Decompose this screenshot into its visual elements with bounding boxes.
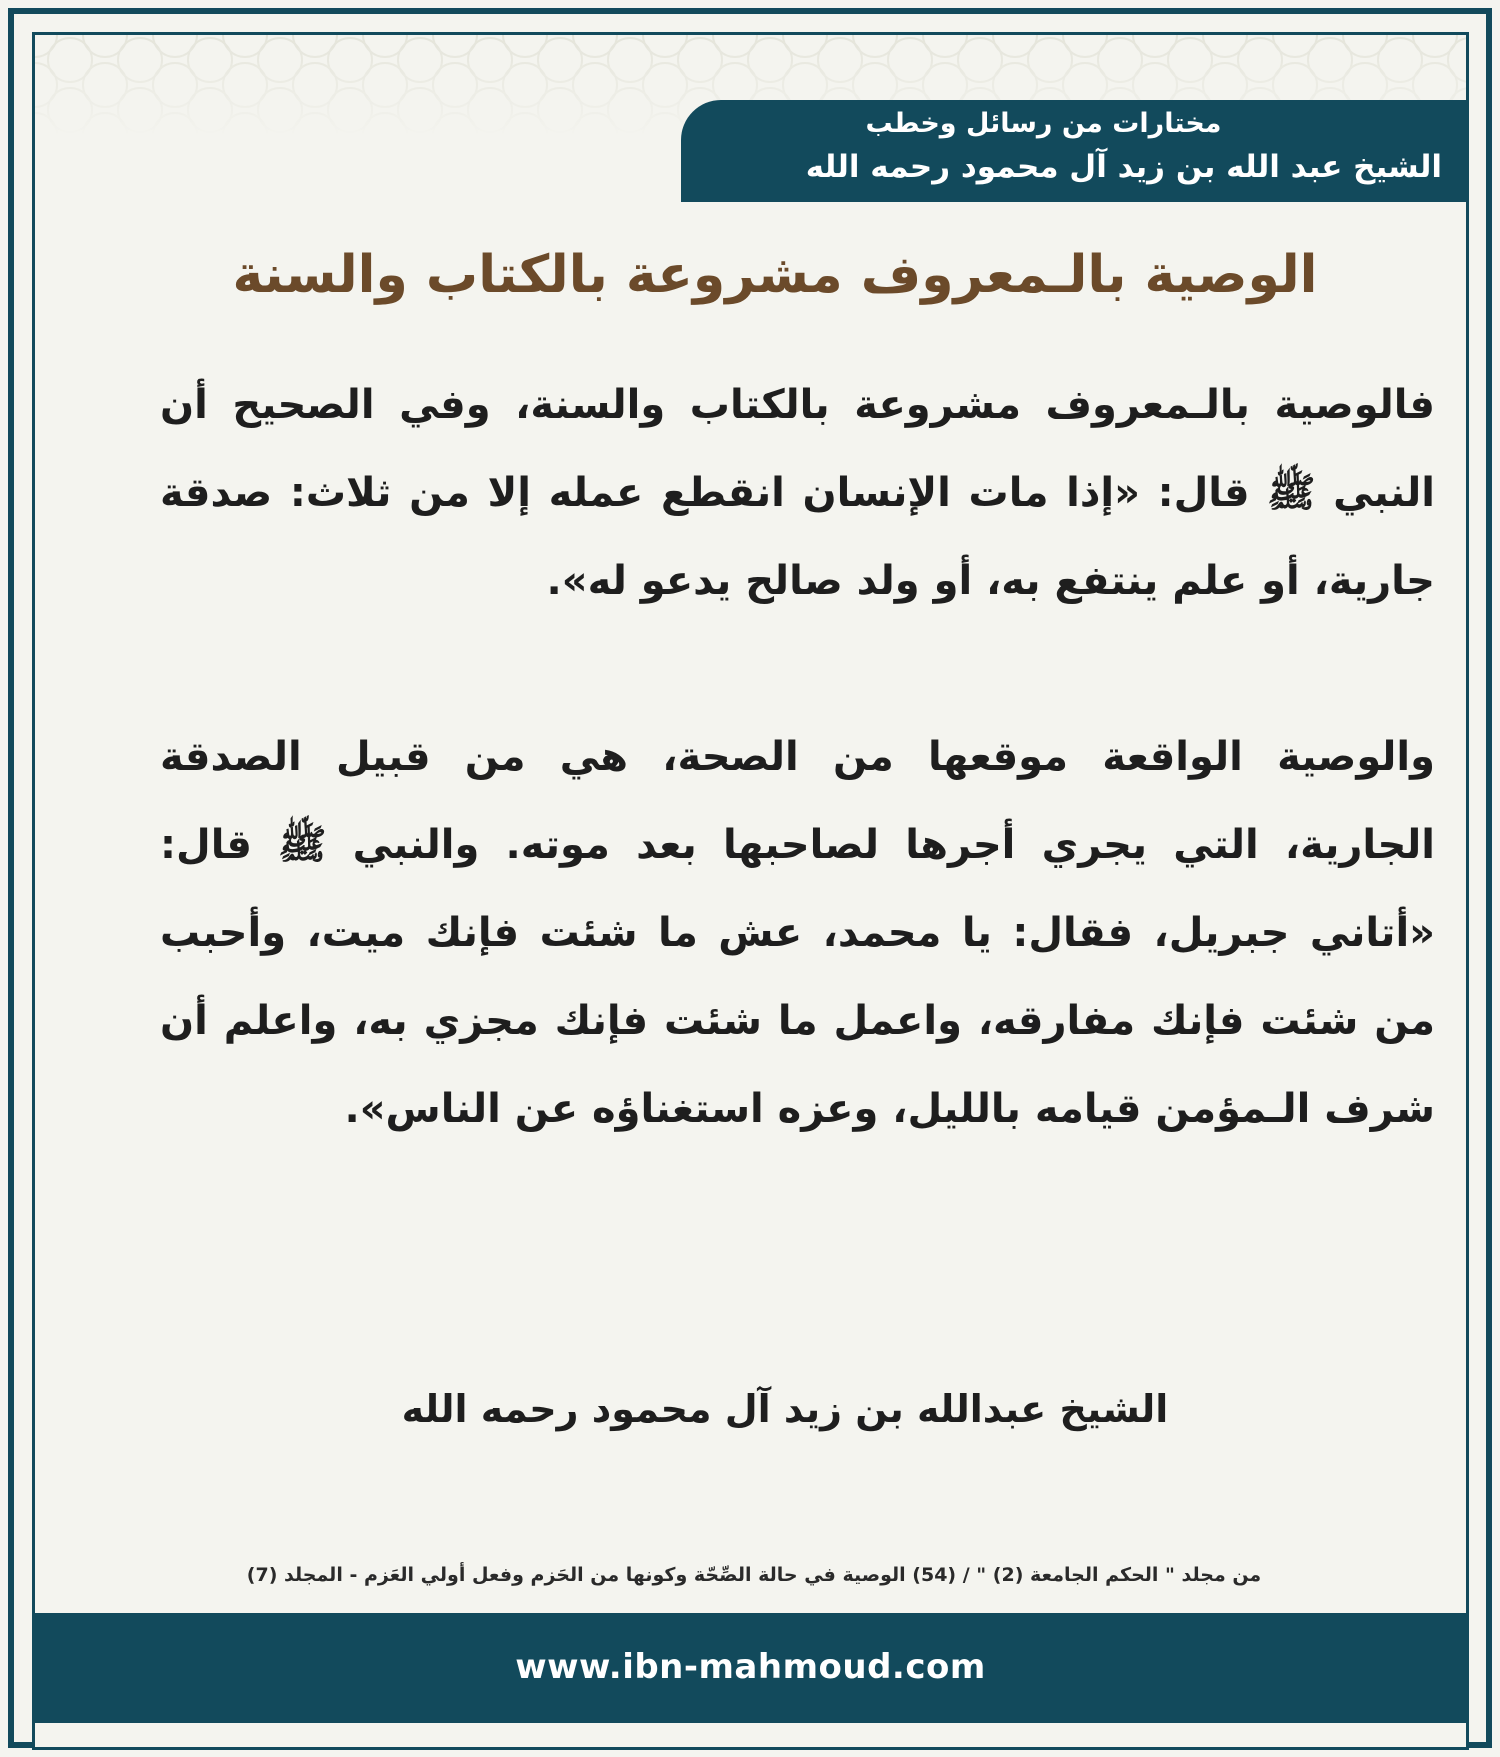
website-link[interactable]: www.ibn-mahmoud.com: [515, 1647, 986, 1687]
paragraph-2: والوصية الواقعة موقعها من الصحة، هي من قبيل الصدقة الجارية، التي يجري أجرها لصاحبها بعد موته. والنبي ﷺ قال: «أتاني جبريل، فقال: يا محمد، عش ما شئت فإنك ميت، وأحبب من شئت فإنك مفارقه، واعمل ما شئت فإنك مجزي به، واعلم أن شرف الـمؤمن قيامه بالليل، وعزه استغناؤه عن الناس».: [160, 734, 1435, 1132]
article-body: [160, 361, 1435, 1153]
inner-frame: [32, 32, 1469, 1750]
paragraph-1: فالوصية بالـمعروف مشروعة بالكتاب والسنة، وفي الصحيح أن النبي ﷺ قال: «إذا مات الإنسان انقطع عمله إلا من ثلاث: صدقة جارية، أو علم ينتفع به، أو ولد صالح يدعو له».: [160, 382, 1435, 604]
header-banner: [681, 100, 1466, 202]
series-title: مختارات من رسائل وخطب: [865, 108, 1222, 139]
footer-banner: [35, 1613, 1466, 1723]
page-title: الوصية بالـمعروف مشروعة بالكتاب والسنة: [232, 245, 1318, 305]
paragraph-spacer: [160, 625, 1435, 713]
series-author: الشيخ عبد الله بن زيد آل محمود رحمه الله: [805, 149, 1442, 185]
author-signature: الشيخ عبدالله بن زيد آل محمود رحمه الله: [401, 1387, 1169, 1431]
source-reference: من مجلد " الحكم الجامعة (2) " / (54) الوصية في حالة الصِّحّة وكونها من الحَزم وفعل أولي العَزم - المجلد (7): [246, 1564, 1262, 1586]
